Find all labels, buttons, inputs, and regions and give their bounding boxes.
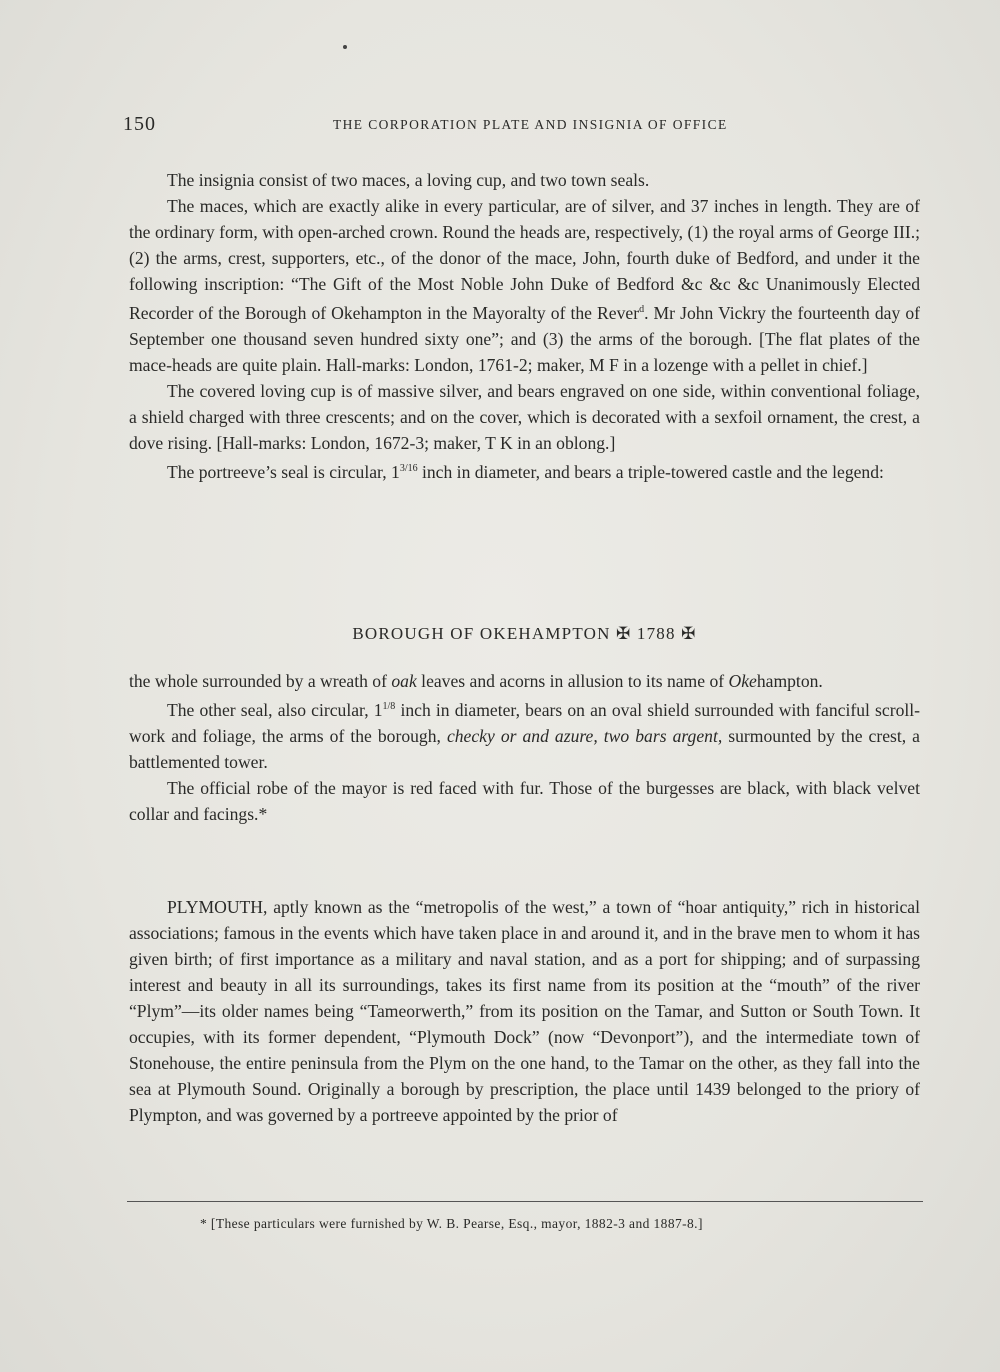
seals-section [129, 668, 920, 827]
wreath-text-b: leaves and acorns in allusion to its name of [416, 671, 729, 691]
other-seal-text-a: The other seal, also circular, 1 [167, 699, 383, 720]
portreeve-text-b: inch in diameter, and bears a triple-towered castle and the legend: [417, 461, 884, 482]
paragraph-portreeve-seal [129, 456, 920, 485]
paragraph-insignia-intro: The insignia consist of two maces, a loving cup, and two town seals. [167, 170, 650, 190]
footnote: * [These particulars were furnished by W. B. Pearse, Esq., mayor, 1882-3 and 1887-8.] [200, 1216, 703, 1231]
paragraph-other-seal [129, 694, 920, 775]
paragraph-maces [129, 193, 920, 378]
wreath-text-a: the whole surrounded by a wreath of [129, 671, 392, 691]
footnote-rule [127, 1201, 923, 1202]
other-seal-text-b: inch in diameter, bears on an oval shield surrounded with fanciful scroll-work and foliage, the arms of the borough, [129, 699, 920, 746]
maces-text-b: . Mr John Vickry the fourteenth day of September one thousand seven hundred sixty one”; and (3) the arms of the borough. [The flat plates of the mace-heads are quite plain. Hall-marks: London, 1761-2; maker, M F in a lozenge with a pellet in chief.] [129, 302, 920, 375]
plymouth-text: aptly known as the “metropolis of the west,” a town of “hoar antiquity,” rich in historical associations; famous in the events which have taken place in and around it, and in the brave men to whom it has given birth; of first importance as a military and naval station, and as a port for shipping; and of surpassing interest and beauty in all its surroundings, takes its first name from its position at the “mouth” of the river “Plym”—its older names being “Tameorwerth,” from its position on the Tamar, and Sutton or South Town. It occupies, with its former dependent, “Plymouth Dock” (now “Devonport”), and the intermediate town of Stonehouse, the entire peninsula from the Plym on the one hand, to the Tamar on the other, as they fall into the sea at Plymouth Sound. Originally a borough by prescription, the place until 1439 belonged to the priory of Plympton, and was governed by a portreeve appointed by the prior of [129, 897, 920, 1125]
other-seal-text-c: surmounted by the crest, a battlemented tower. [129, 725, 920, 772]
insignia-section [129, 167, 920, 485]
maces-text-a: The maces, which are exactly alike in every particular, are of silver, and 37 inches in length. They are of the ordinary form, with open-arched crown. Round the heads are, respectively, (1) the royal arms of George III.; (2) the arms, crest, supporters, etc., of the donor of the mace, John, fourth duke of Bedford, and under it the following inscription: “The Gift of the Most Noble John Duke of Bedford &c &c &c Unanimously Elected Recorder of the Borough of Okehampton in the Mayoralty of the Rever [129, 196, 920, 323]
italic-oak: oak [391, 671, 417, 691]
seal-legend: BOROUGH OF OKEHAMPTON ✠ 1788 ✠ [352, 624, 697, 643]
fraction-one-eighth: 1/8 [382, 701, 396, 712]
superscript-d: d [639, 304, 645, 315]
paragraph-wreath [129, 668, 920, 694]
page-header [123, 113, 923, 143]
fraction-three-sixteenths: 3/16 [399, 462, 418, 474]
italic-oke: Oke [728, 671, 757, 691]
running-title: THE CORPORATION PLATE AND INSIGNIA OF OFFICE [333, 117, 728, 132]
page-number: 150 [123, 113, 156, 135]
plymouth-section [129, 894, 920, 1128]
ink-speck [343, 45, 347, 49]
paragraph-loving-cup: The covered loving cup is of massive silver, and bears engraved on one side, within conventional foliage, a shield charged with three crescents; and on the cover, which is decorated with a sexfoil ornament, the crest, a dove rising. [Hall-marks: London, 1672-3; maker, T K in an oblong.] [129, 380, 920, 453]
italic-blazon: checky or and azure, two bars argent, [446, 725, 723, 746]
paragraph-plymouth [129, 894, 920, 1128]
wreath-text-c: hampton. [756, 671, 823, 691]
plymouth-heading: PLYMOUTH, [167, 897, 268, 917]
portreeve-text-a: The portreeve’s seal is circular, 1 [167, 461, 400, 482]
paragraph-robe: The official robe of the mayor is red faced with fur. Those of the burgesses are black, with black velvet collar and facings.* [129, 777, 920, 824]
